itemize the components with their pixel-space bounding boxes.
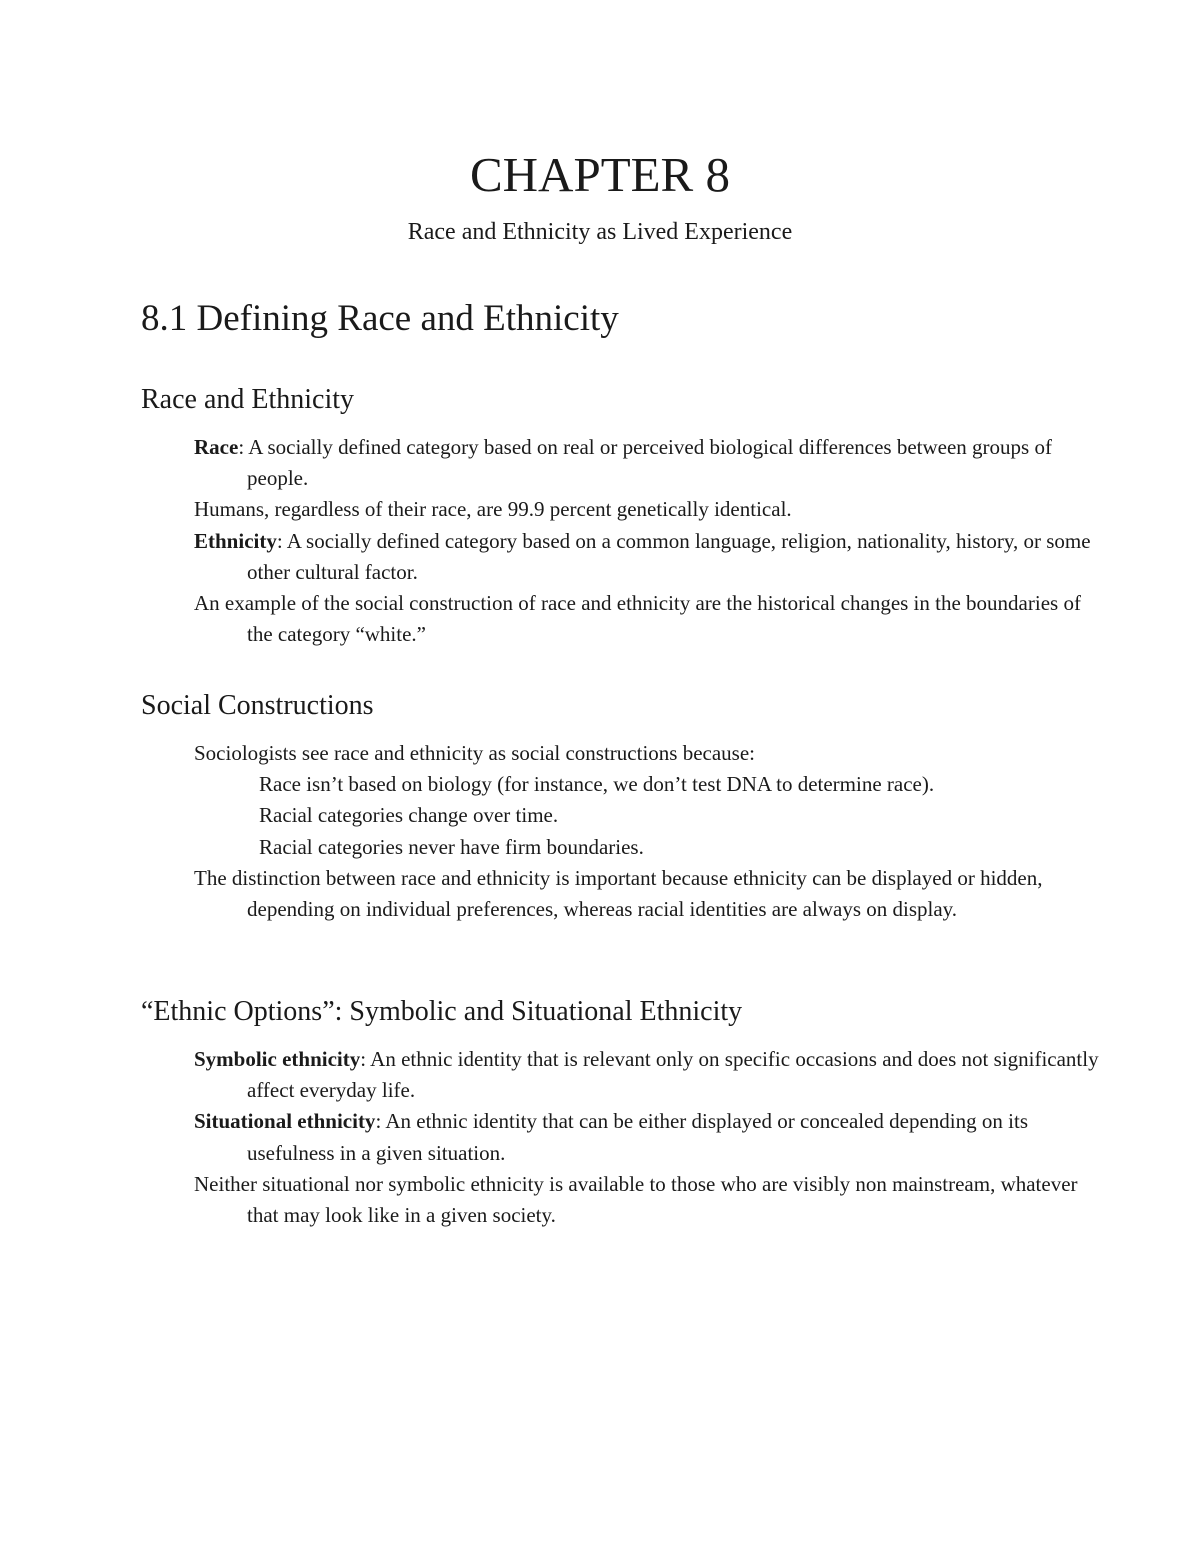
subsection-heading: Social Constructions xyxy=(141,690,374,721)
definition-race xyxy=(141,432,1101,494)
chapter-subtitle: Race and Ethnicity as Lived Experience xyxy=(407,219,793,245)
paragraph-distinction: The distinction between race and ethnicity is important because ethnicity can be displayed or hidden, depending on individual preferences, whereas racial identities are always on display. xyxy=(194,865,1043,922)
subsection-heading: Race and Ethnicity xyxy=(141,384,355,415)
paragraph-text: Neither situational nor symbolic ethnicity is available to those who are visibly non mainstream, whatever that may look like in a given society. xyxy=(194,1171,1078,1228)
paragraph-intro: Sociologists see race and ethnicity as social constructions because: xyxy=(194,741,756,765)
subsection-heading: “Ethnic Options”: Symbolic and Situational Ethnicity xyxy=(141,996,743,1027)
paragraph-availability xyxy=(141,1169,1101,1231)
paragraph-example xyxy=(141,588,1101,650)
definition-situational-ethnicity xyxy=(141,1106,1101,1168)
paragraph-text: An example of the social construction of race and ethnicity are the historical changes in the boundaries of the category “white.” xyxy=(194,591,1081,647)
subsection-ethnic-options xyxy=(141,992,1101,1231)
definition-term: Situational ethnicity xyxy=(194,1109,376,1134)
definition-symbolic-ethnicity xyxy=(141,1044,1101,1106)
paragraph-genetics xyxy=(141,494,1101,525)
definition-term: Ethnicity xyxy=(194,528,277,553)
section-heading: 8.1 Defining Race and Ethnicity xyxy=(141,298,619,339)
definition-text: : A socially defined category based on real or perceived biological differences between groups of people. xyxy=(238,435,1052,491)
definition-term: Race xyxy=(194,435,239,459)
subsection-race-and-ethnicity xyxy=(141,380,1101,650)
list-item: Racial categories never have firm boundaries. xyxy=(259,834,644,859)
list-item: Race isn’t based on biology (for instance, we don’t test DNA to determine race). xyxy=(259,772,935,797)
definition-text: : A socially defined category based on a common language, religion, nationality, history, or some other cultural factor. xyxy=(247,528,1091,584)
paragraph-text: Humans, regardless of their race, are 99.9 percent genetically identical. xyxy=(194,497,792,522)
list-item: Racial categories change over time. xyxy=(259,803,559,828)
subsection-social-constructions xyxy=(141,686,1101,925)
definition-text: : An ethnic identity that can be either displayed or concealed depending on its usefulness in a given situation. xyxy=(247,1109,1028,1165)
definition-ethnicity xyxy=(141,526,1101,588)
definition-term: Symbolic ethnicity xyxy=(194,1047,361,1071)
definition-text: : An ethnic identity that is relevant only on specific occasions and does not significantly affect everyday life. xyxy=(247,1047,1099,1103)
chapter-title: CHAPTER 8 xyxy=(469,147,730,202)
